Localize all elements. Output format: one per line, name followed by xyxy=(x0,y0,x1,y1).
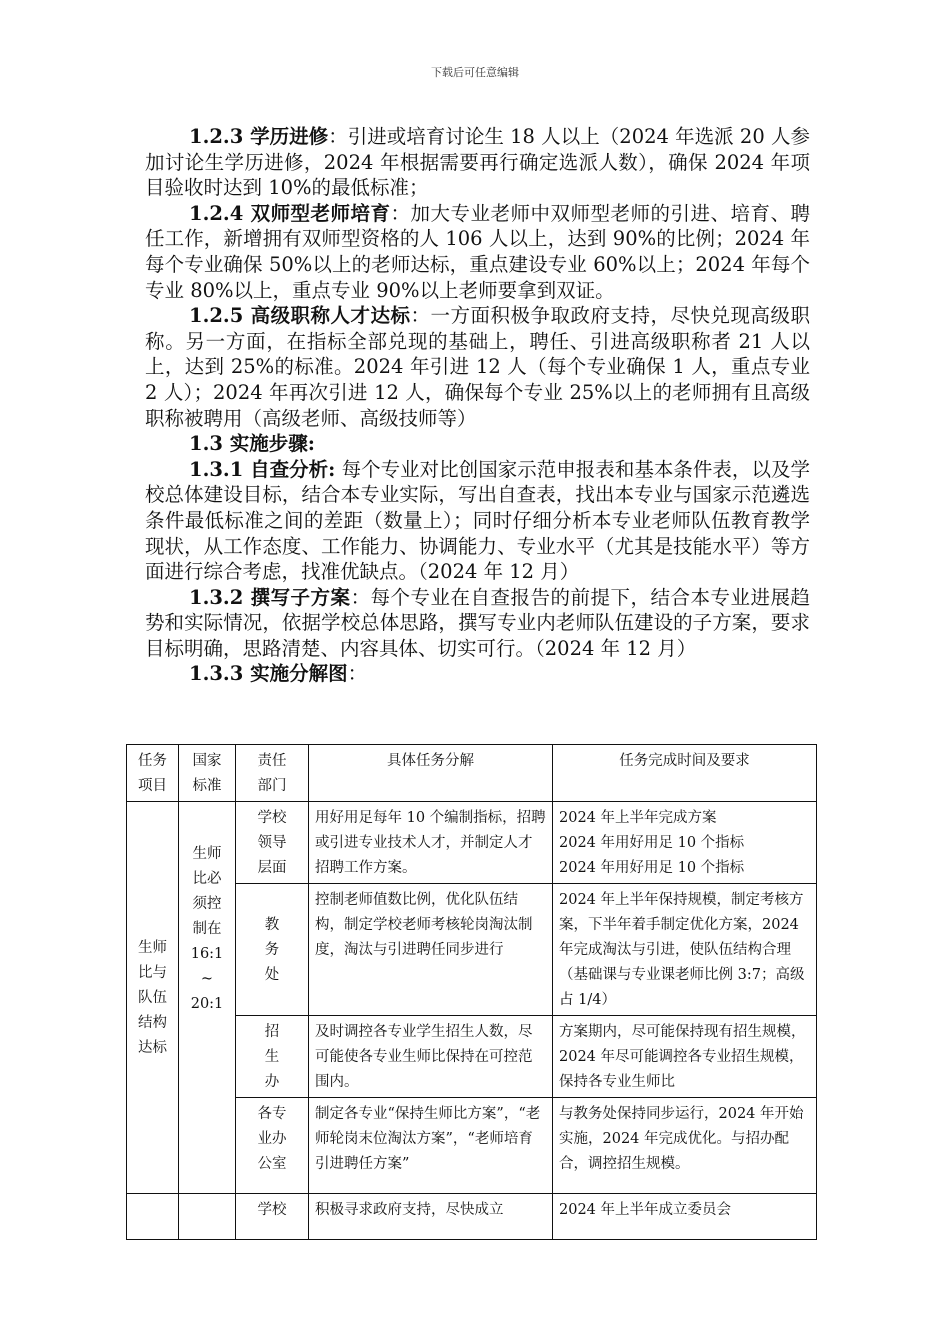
section-text: ： xyxy=(347,662,368,686)
cell-time xyxy=(553,1098,817,1194)
time-text: 方案期内，尽可能保持现有招生规模，2024 年尽可能调控各专业招生规模，保持各专业生师比 xyxy=(559,1024,806,1090)
section-heading: 1.2.3 学历进修 xyxy=(189,125,329,148)
section-1-3-1 xyxy=(145,457,810,585)
section-text: ：每个专业在自查报告的前提下，结合本专业进展趋势和实际情况，依据学校总体思路，撰写专业内老师队伍建设的子方案，要求目标明确，思路清楚、内容具体、切实可行。（2024 年 12 月） xyxy=(145,585,810,660)
section-text: ：一方面积极争取政府支持，尽快兑现高级职称。另一方面，在指标全部兑现的基础上，聘任、引进高级职称者 21 人以上，达到 25%的标准。2024 年引进 12 人（每个专业确保 1 人，重点专业 2 人）；2024 年再次引进 12 人，确保每个专业 25%以上的老师拥有且高级职称被聘用（高级老师、高级技师等） xyxy=(145,304,810,430)
cell-task xyxy=(309,1194,553,1240)
header-task xyxy=(309,745,553,802)
header-item xyxy=(127,745,179,802)
header-dept xyxy=(236,745,309,802)
dept-label: 各专 业办 公室 xyxy=(257,1106,287,1172)
section-heading: 1.2.4 双师型老师培育 xyxy=(189,201,391,225)
section-text: 每个专业对比创国家示范申报表和基本条件表，以及学校总体建设目标，结合本专业实际，写出自查表，找出本专业与国家示范遴选条件最低标准之间的差距（数量上）；同时仔细分析本专业老师队伍教育教学现状，从工作态度、工作能力、协调能力、专业水平（尤其是技能水平）等方面进行综合考虑，找准优缺点。（2024 年 12 月） xyxy=(145,457,810,584)
section-heading: 1.3.1 自查分析: xyxy=(189,457,336,481)
task-breakdown-table xyxy=(126,744,817,1240)
dept-label: 教 务 处 xyxy=(264,917,280,983)
table-row xyxy=(127,802,817,884)
header-standard xyxy=(179,745,236,802)
cell-time xyxy=(553,884,817,1016)
time-text: 2024 年上半年保持规模，制定考核方案，下半年着手制定优化方案，2024 年完成淘汰与引进，使队伍结构合理（基础课与专业课老师比例 3:7；高级占 1/4） xyxy=(559,892,805,1008)
cell-item xyxy=(127,1194,179,1240)
header-item-label: 任务 项目 xyxy=(138,753,167,794)
task-text: 用好用足每年 10 个编制指标，招聘或引进专业技术人才，并制定人才招聘工作方案。 xyxy=(315,810,546,876)
cell-time xyxy=(553,802,817,884)
header-task-label: 具体任务分解 xyxy=(387,753,474,769)
section-text: ：引进或培育讨论生 18 人以上（2024 年选派 20 人参加讨论生学历进修，2024 年根据需要再行确定选派人数），确保 2024 年项目验收时达到 10%的最低标准； xyxy=(145,125,810,200)
section-1-3 xyxy=(145,431,810,457)
cell-time xyxy=(553,1016,817,1098)
cell-dept xyxy=(236,884,309,1016)
header-time-label: 任务完成时间及要求 xyxy=(619,753,750,769)
dept-label: 学校 领导 层面 xyxy=(257,810,287,876)
task-text: 及时调控各专业学生招生人数，尽可能使各专业生师比保持在可控范围内。 xyxy=(315,1024,533,1090)
cell-standard xyxy=(179,1194,236,1240)
section-heading: 1.3.3 实施分解图 xyxy=(189,662,348,686)
table-header-row xyxy=(127,745,817,802)
document-body xyxy=(145,124,810,687)
section-text: ：加大专业老师中双师型老师的引进、培育、聘任工作，新增拥有双师型资格的人 106 人以上，达到 90%的比例；2024 年每个专业确保 50%以上的老师达标，重点建设专业 60%以上；2024 年每个专业 80%以上，重点专业 90%以上老师要拿到双证。 xyxy=(145,201,810,302)
cell-task xyxy=(309,1098,553,1194)
header-standard-label: 国家 标准 xyxy=(192,753,222,794)
cell-dept xyxy=(236,802,309,884)
section-1-3-2 xyxy=(145,585,810,662)
task-text: 制定各专业“保持生师比方案”，“老师轮岗末位淘汰方案”，“老师培育引进聘任方案” xyxy=(315,1106,541,1172)
task-text: 控制老师值数比例，优化队伍结构，制定学校老师考核轮岗淘汰制度，淘汰与引进聘任同步进行 xyxy=(315,892,533,958)
header-dept-label: 责任 部门 xyxy=(257,753,287,794)
cell-dept xyxy=(236,1194,309,1240)
dept-label: 招 生 办 xyxy=(264,1024,280,1090)
cell-dept xyxy=(236,1016,309,1098)
time-text: 2024 年上半年完成方案 2024 年用好用足 10 个指标 2024 年用好用足 10 个指标 xyxy=(559,810,745,876)
cell-standard-group xyxy=(179,802,236,1194)
cell-task xyxy=(309,1016,553,1098)
section-heading: 1.3.2 撰写子方案 xyxy=(189,585,351,609)
time-text: 与教务处保持同步运行，2024 年开始实施，2024 年完成优化。与招办配合，调控招生规模。 xyxy=(559,1106,804,1172)
section-1-3-3 xyxy=(145,661,810,687)
cell-time xyxy=(553,1194,817,1240)
dept-label: 学校 xyxy=(257,1202,287,1218)
header-time xyxy=(553,745,817,802)
cell-task xyxy=(309,802,553,884)
standard-label: 生师 比必 须控 制在 16:1 ~ 20:1 xyxy=(190,846,224,1012)
task-text: 积极寻求政府支持，尽快成立 xyxy=(315,1202,504,1218)
section-heading: 1.3 实施步骤: xyxy=(189,432,315,456)
task-item-label: 生师 比与 队伍 结构 达标 xyxy=(138,940,167,1056)
time-text: 2024 年上半年成立委员会 xyxy=(559,1202,732,1218)
section-heading: 1.2.5 高级职称人才达标 xyxy=(189,304,411,328)
table-row xyxy=(127,1194,817,1240)
section-1-2-3 xyxy=(145,124,810,201)
cell-dept xyxy=(236,1098,309,1194)
cell-task xyxy=(309,884,553,1016)
section-1-2-4 xyxy=(145,201,810,303)
page-header: 下载后可任意编辑 xyxy=(431,66,519,79)
section-1-2-5 xyxy=(145,303,810,431)
cell-item-group xyxy=(127,802,179,1194)
